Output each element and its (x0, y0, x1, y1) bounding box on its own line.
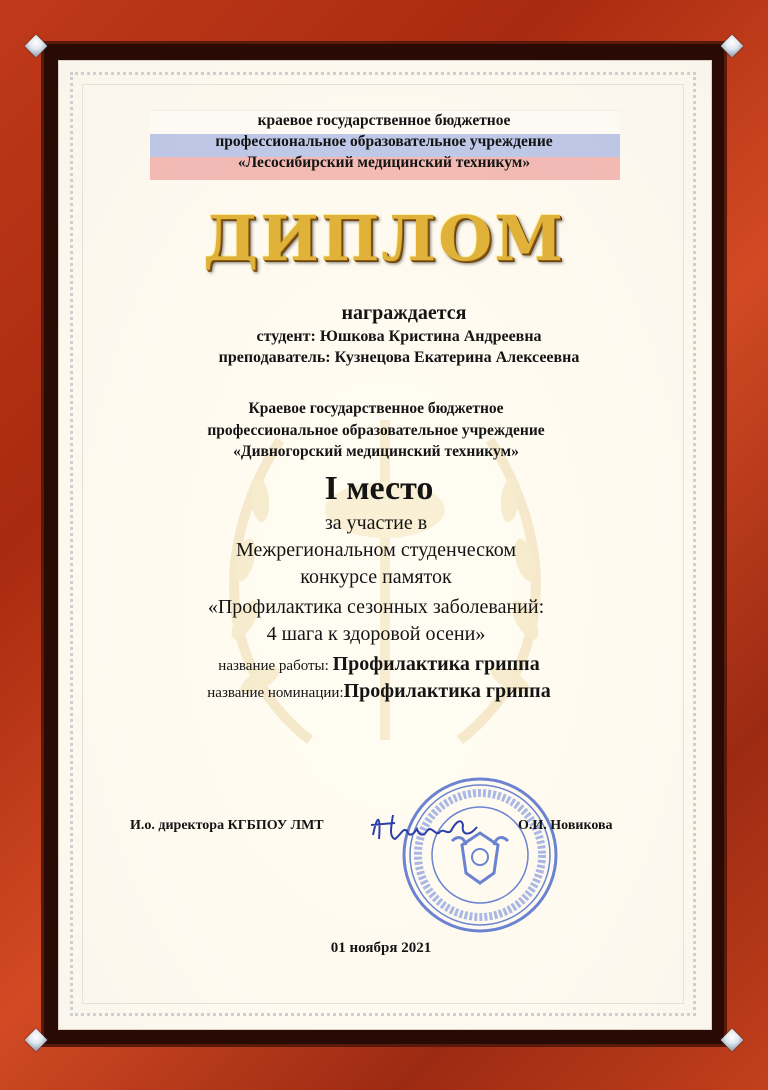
institution-line-2: профессиональное образовательное учреждение (207, 422, 545, 439)
work-title-row (0, 653, 763, 676)
nomination-row (0, 680, 763, 703)
institution-line-1: Краевое государственное бюджетное (248, 400, 504, 417)
director-name: О.И. Новикова (518, 818, 613, 833)
director-position: И.о. директора КГБПОУ ЛМТ (130, 818, 324, 833)
work-title-value: Профилактика гриппа (332, 653, 540, 675)
student-name: студент: Юшкова Кристина Андреевна (256, 328, 542, 345)
institution-line-3: «Дивногорский медицинский техникум» (233, 443, 519, 460)
teacher-name: преподаватель: Кузнецова Екатерина Алексеевна (218, 349, 580, 366)
description-line-5: 4 шага к здоровой осени» (266, 623, 486, 645)
description-line-3: конкурсе памяток (300, 566, 452, 588)
handwritten-signature (365, 805, 485, 850)
official-stamp-icon (400, 775, 560, 935)
description-line-2: Межрегиональном студенческом (236, 539, 516, 561)
nomination-label: название номинации: (207, 685, 344, 701)
header-line-1: краевое государственное бюджетное (257, 112, 511, 129)
header-line-2: профессиональное образовательное учреждение (215, 133, 553, 150)
description-line-1: за участие в (324, 512, 428, 534)
header-line-3: «Лесосибирский медицинский техникум» (237, 154, 531, 171)
work-title-label: название работы: (218, 658, 333, 674)
description-line-4: «Профилактика сезонных заболеваний: (207, 596, 545, 618)
awarded-label: награждается (341, 302, 467, 324)
diploma-title: ДИПЛОМ (203, 202, 565, 275)
nomination-value: Профилактика гриппа (343, 680, 551, 702)
issue-date: 01 ноября 2021 (330, 940, 432, 956)
place-award: I место (324, 470, 434, 507)
